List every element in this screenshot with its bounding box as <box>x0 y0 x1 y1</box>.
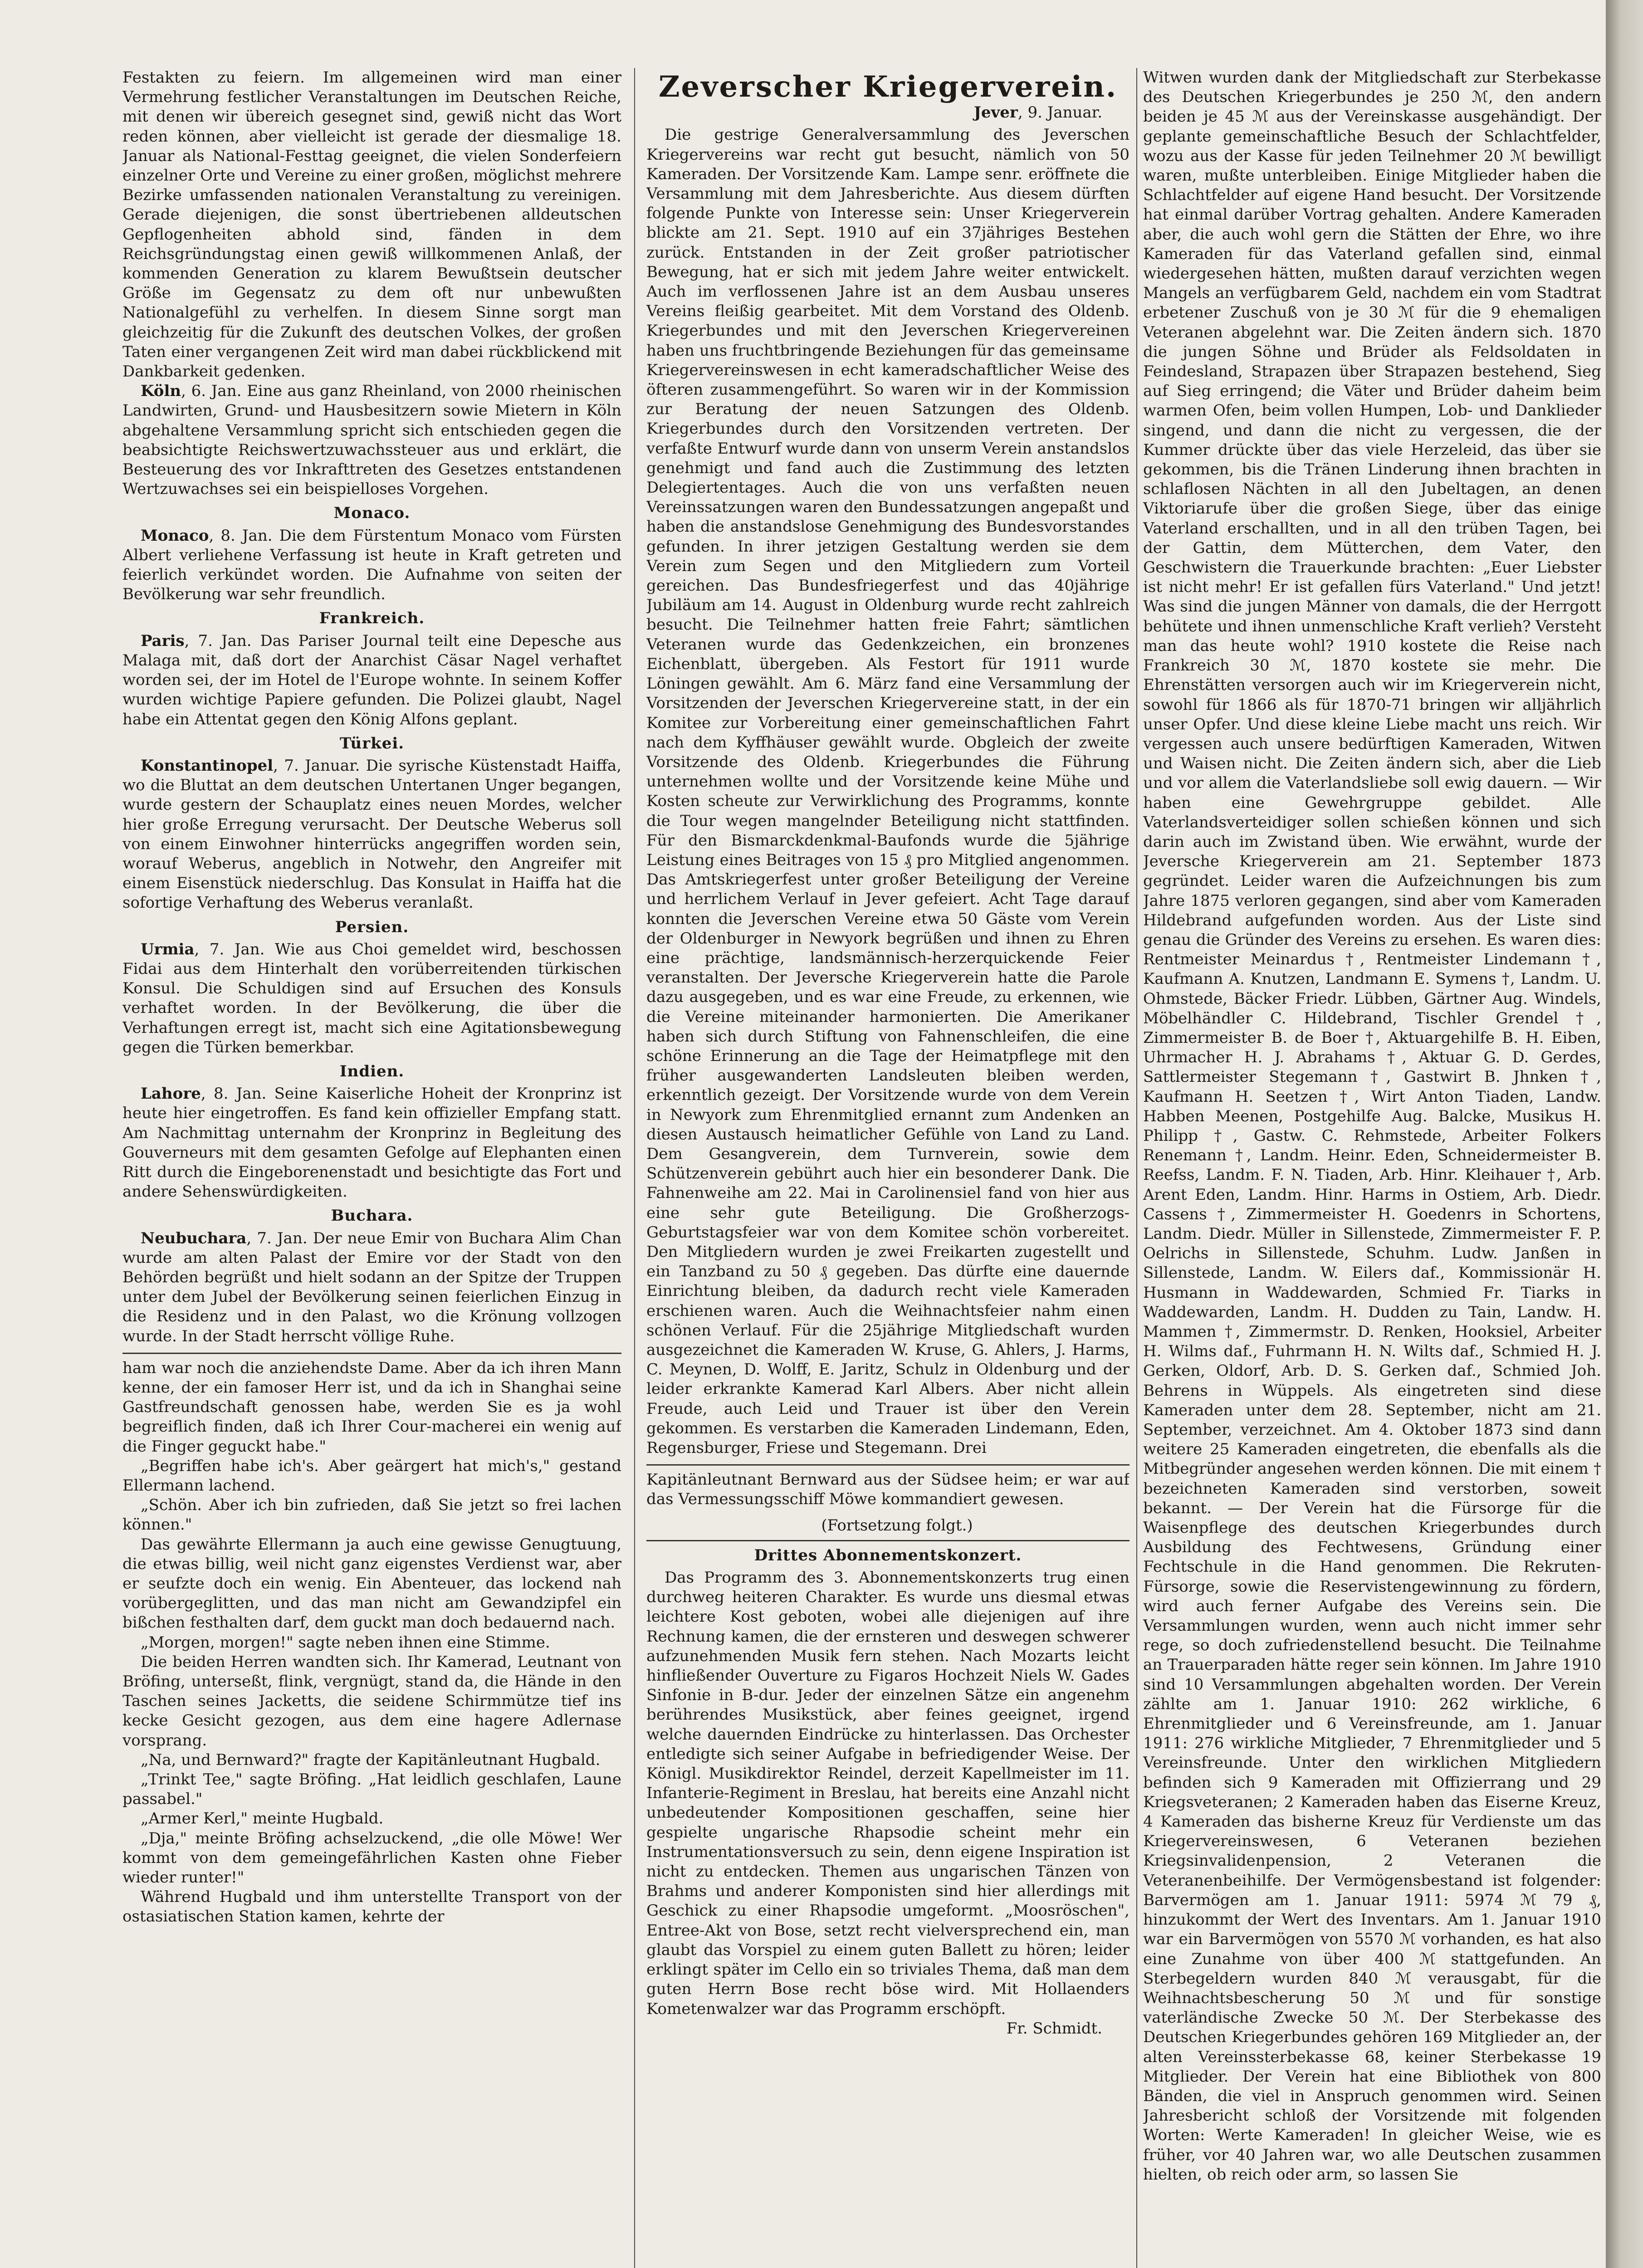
paris-place: Paris <box>141 631 185 650</box>
monaco-place: Monaco <box>141 526 209 545</box>
feuilleton-divider <box>122 1353 621 1354</box>
urmia-place: Urmia <box>141 940 195 958</box>
lahore-text: , 8. Jan. Seine Kaiserliche Hoheit der Kronprinz ist heute hier eingetroffen. Es fand kein offizieller Empfang statt. Am Nachmittag unternahm der Kronprinz in Begleitung des Gouverneurs mit dem gesamten Gefolge auf Elephanten einen Ritt durch die Eingeborenenstadt und besichtigte das Fort und andere Sehenswürdigkeiten. <box>122 1085 621 1201</box>
concert-heading: Drittes Abonnementskonzert. <box>754 1546 1022 1564</box>
feuilleton-paragraph: „Begriffen habe ich's. Aber geärgert hat mich's," gestand Ellermann lachend. <box>122 1457 621 1495</box>
feuilleton-paragraph: Das gewährte Ellermann ja auch eine gewisse Genugtuung, die etwas billig, weil nicht ganz eigenstes Verdienst war, aber er seufzte doch ein wenig. Ein Abenteuer, das lockend nah vorübergeglitten, und das man nicht am Gewandzipfel ein bißchen festhalten darf, dem guckt man doch bedauernd nach. <box>122 1535 621 1632</box>
buchara-heading: Buchara. <box>331 1207 413 1225</box>
neubuchara-report <box>122 1229 621 1346</box>
paris-text: , 7. Jan. Das Pariser Journal teilt eine Depesche aus Malaga mit, daß dort der Anarchist Cäsar Nagel verhaftet worden sei, der im Hotel de l'Europe wohnte. In seinem Koffer wurden wichtige Papiere gefunden. Die Polizei glaubt, Nagel habe ein Attentat gegen den König Alfons geplant. <box>122 631 621 728</box>
neubuchara-text: , 7. Jan. Der neue Emir von Buchara Alim Chan wurde am alten Palast der Emire vor der Stadt von den Behörden begrüßt und hielt sodann an der Spitze der Truppen unter dem Jubel der Bevölkerung seinen feierlichen Einzug in die Residenz und in den Palast, wo die Krönung vollzogen wurde. In der Stadt herrscht völlige Ruhe. <box>122 1229 621 1345</box>
monaco-report <box>122 526 621 605</box>
feuilleton-divider-middle <box>646 1464 1130 1466</box>
concert-review: Das Programm des 3. Abonnementskonzerts trug einen durchweg heiteren Charakter. Es wurde uns diesmal etwas leichtere Kost geboten, wobei alle diejenigen auf ihre Rechnung kamen, die der ernsteren und deswegen schwerer aufzunehmenden Musik fern stehen. Nach Mozarts leicht hinfließender Ouverture zu Figaros Hochzeit Niels W. Gades Sinfonie in B-dur. Jeder der einzelnen Sätze ein angenehm berührendes Musikstück, aber feines geeignet, irgend welche dauernden Eindrücke zu hinterlassen. Das Orchester entledigte sich seiner Aufgabe in befriedigender Weise. Der Königl. Musikdirektor Reindel, derzeit Kapellmeister im 11. Infanterie-Regiment in Breslau, hat bereits eine Anzahl nicht unbedeutender Kompositionen geschaffen, seine hier gespielte ungarische Rhapsodie scheint mehr ein Instrumentationsversuch zu sein, denn eigene Inspiration ist nicht zu entdecken. Themen aus ungarischen Tänzen von Brahms und anderer Komponisten sind hier allerdings mit Geschick zu einer Rhapsodie umgeformt. „Moosröschen", Entree-Akt von Bose, setzt recht vielversprechend ein, man glaubt das Vorspiel zu einem guten Ballett zu hören; leider erklingt später im Cello ein so triviales Thema, daß man dem guten Herrn Bose recht böse wird. Mit Hollaenders Kometenwalzer war das Programm erschöpft. <box>646 1569 1130 2018</box>
monaco-heading: Monaco. <box>333 504 411 523</box>
feuilleton-paragraph: „Dja," meinte Bröfing achselzuckend, „die olle Möwe! Wer kommt von dem gemeingefährlichen Kasten ohne Fieber wieder runter!" <box>122 1829 621 1887</box>
column-middle <box>646 68 1130 2268</box>
column-rule-left <box>634 68 635 2268</box>
kriegerverein-report-continued: Witwen wurden dank der Mitgliedschaft zur Sterbekasse des Deutschen Kriegerbundes je 250 ℳ, den andern beiden je 45 ℳ aus der Vereinskasse ausgehändigt. Der geplante gemeinschaftliche Besuch der Schlachtfelder, wozu aus der Kasse für jeden Teilnehmer 20 ℳ bewilligt waren, mußte unterbleiben. Einige Mitglieder haben die Schlachtfelder auf eigene Hand besucht. Der Vorsitzende hat einmal darüber Vortrag gehalten. Andere Kameraden aber, die auch wohl gern die Stätten der Ehre, wo ihre Kameraden für das Vaterland gefallen sind, einmal wiedergesehen hätten, mußten darauf verzichten wegen Mangels an verfügbarem Geld, nachdem ein vom Stadtrat erbetener Zuschuß von je 30 ℳ für die 9 ehemaligen Veteranen abgelehnt war. Die Zeiten ändern sich. 1870 die jungen Söhne und Brüder als Feldsoldaten in Feindesland, Strapazen über Strapazen bestehend, Sieg auf Sieg erringend; die Väter und Brüder daheim beim warmen Ofen, beim vollen Humpen, Lob- und Danklieder singend, und dann die nicht zu vergessen, die der Kummer drückte über das viele Herzeleid, das über sie gekommen, bis die Tränen Linderung ihnen brachten in schlaflosen Nächten in all den Jubeltagen, an denen Viktoriarufe über die großen Siege, über das einige Vaterland erschallten, und in all den trüben Tagen, bei der Gattin, dem Mütterchen, dem Vater, den Geschwistern die Trauerkunde brachten: „Euer Liebster ist nicht mehr! Er ist gefallen fürs Vaterland." Und jetzt! Was sind die jungen Männer von damals, die der Herrgott behütete und ihnen unmenschliche Kraft verlieh? Versteht man das heute wohl? 1910 kostete die Reise nach Frankreich 30 ℳ, 1870 kostete sie mehr. Die Ehrenstätten versorgen auch wir im Kriegerverein nicht, sowohl für 1866 als für 1870-71 bringen wir alljährlich unser Opfer. Und diese kleine Liebe macht uns reich. Wir vergessen auch unsere bedürftigen Kameraden, Witwen und Waisen nicht. Die Zeiten ändern sich, aber die Lieb und vor allem die Vaterlandsliebe soll ewig dauern. — Wir haben eine Gewehrgruppe gebildet. Alle Vaterlandsverteidiger sollen schießen können und sich darin auch im Zwistand üben. Wie erwähnt, wurde der Jeversche Kriegerverein am 21. September 1873 gegründet. Leider waren die Aufzeichnungen bis zum Jahre 1875 verloren gegangen, sind aber vom Kameraden Hildebrand aufgefunden worden. Aus der Liste sind genau die Gründer des Vereins zu ersehen. Es waren dies: Rentmeister Meinardus †, Rentmeister Lindemann †, Kaufmann A. Knutzen, Landmann E. Symens †, Landm. U. Ohmstede, Bäcker Friedr. Lübben, Gärtner Aug. Windels, Möbelhändler C. Hildebrand, Tischler Grendel †, Zimmermeister B. de Boer †, Aktuargehilfe B. H. Eiben, Uhrmacher H. J. Abrahams †, Aktuar G. D. Gerdes, Sattlermeister Stegemann †, Gastwirt B. Jhnken †, Kaufmann H. Seetzen †, Wirt Anton Tiaden, Landw. Habben Meenen, Postgehilfe Aug. Balcke, Musikus H. Philipp †, Gastw. C. Rehmstede, Arbeiter Folkers Renemann †, Landm. Heinr. Eden, Schneidermeister B. Reefss, Landm. F. N. Tiaden, Arb. Hinr. Kleihauer †, Arb. Arent Eden, Landm. Hinr. Harms in Ostiem, Arb. Diedr. Cassens †, Zimmermeister H. Goedenrs in Schortens, Landm. Diedr. Müller in Sillenstede, Zimmermeister F. P. Oelrichs in Sillenstede, Schuhm. Ludw. Janßen in Sillenstede, Landm. W. Eilers daf., Kommissionär H. Husmann in Waddewarden, Schmied Fr. Tiarks in Waddewarden, Landm. H. Dudden zu Tain, Landw. H. Mammen †, Zimmermstr. D. Renken, Hooksiel, Arbeiter H. Wilms daf., Fuhrmann H. N. Wilts daf., Schmied H. J. Gerken, Oldorf, Arb. D. S. Gerken daf., Schmied Joh. Behrens in Wüppels. Als eingetreten sind diese Kameraden unter dem 28. September, nicht am 21. September, verzeichnet. Am 4. Oktober 1873 sind dann weitere 25 Kameraden eingetreten, die ebenfalls als die Mitbegründer angesehen werden können. Die mit einem † bezeichneten Kameraden sind verstorben, soweit bekannt. — Der Verein hat die Fürsorge für die Waisenpflege des deutschen Kriegerbundes durch Ausbildung des Fechtwesens, Gründung einer Fechtschule in die Hand genommen. Die Rekruten-Fürsorge, sowie die Reservistengewinnung zu fördern, wird auch ferner Aufgabe des Vereins sein. Die Versammlungen wurden, wenn auch nicht immer sehr rege, so doch zufriedenstellend besucht. Die Teilnahme an Trauerparaden hätte reger sein können. Im Jahre 1910 sind 10 Versammlungen abgehalten worden. Der Verein zählte am 1. Januar 1910: 262 wirkliche, 6 Ehrenmitglieder und 6 Vereinsfreunde, am 1. Januar 1911: 276 wirkliche Mitglieder, 7 Ehrenmitglieder und 5 Vereinsfreunde. Unter den wirklichen Mitgliedern befinden sich 9 Kameraden mit Offizierrang und 29 Kriegsveteranen; 2 Kameraden haben das Eiserne Kreuz, 4 Kameraden das bisherne Kreuz für Verdienste um das Kriegervereinswesen, 6 Veteranen beziehen Kriegsinvalidenpension, 2 Veteranen die Veteranenbeihilfe. Der Vermögensbestand ist folgender: Barvermögen am 1. Januar 1911: 5974 ℳ 79 ₰, hinzukommt der Wert des Inventars. Am 1. Januar 1910 war ein Barvermögen von 5570 ℳ vorhanden, es hat also eine Zunahme von über 400 ℳ stattgefunden. An Sterbegeldern wurden 840 ℳ verausgabt, für die Weihnachtsbescherung 50 ℳ und für sonstige vaterländische Zwecke 50 ℳ. Der Sterbekasse des Deutschen Kriegerbundes gehören 169 Mitglieder an, der alten Vereinssterbekasse 68, keiner Sterbekasse 19 Mitglieder. Der Verein hat eine Bibliothek von 800 Bänden, die viel in Anspruch genommen wird. Seinen Jahresbericht schloß der Vorsitzende mit folgenden Worten: Werte Kameraden! In gleicher Weise, wie es früher, vor 40 Jahren war, wo alle Deutschen zusammen hielten, ob reich oder arm, so lassen Sie <box>1143 68 1601 2184</box>
indien-heading: Indien. <box>339 1062 405 1080</box>
column-right <box>1143 68 1601 2268</box>
persien-heading: Persien. <box>335 918 409 936</box>
dateline-place: Jever <box>973 103 1018 122</box>
lahore-report <box>122 1084 621 1202</box>
tuerkei-heading: Türkei. <box>339 734 405 753</box>
feuilleton-paragraph: „Na, und Bernward?" fragte der Kapitänleutnant Hugbald. <box>141 1750 601 1769</box>
konstantinopel-text: , 7. Januar. Die syrische Küstenstadt Haiffa, wo die Bluttat an dem deutschen Untertanen Unger begangen, wurde gestern der Schauplatz eines neuen Mordes, welcher hier große Erregung verursacht. Der Deutsche Weberus soll von einem Einwohner hinterrücks angegriffen worden sein, worauf Weberus, angeblich in Notwehr, den Angreifer mit einem Eisenstück niederschlug. Das Konsulat in Haiffa hat die sofortige Verhaftung des Weberus veranlaßt. <box>122 756 621 912</box>
kriegerverein-report: Die gestrige Generalversammlung des Jeverschen Kriegervereins war recht gut besucht, nämlich von 50 Kameraden. Der Vorsitzende Kam. Lampe senr. eröffnete die Versammlung mit dem Jahresberichte. Aus diesem dürften folgende Punkte von Interesse sein: Unser Kriegerverein blickte am 21. Sept. 1910 auf ein 37jähriges Bestehen zurück. Entstanden in der Zeit großer patriotischer Bewegung, hat er sich mit jedem Jahre weiter entwickelt. Auch im verflossenen Jahre ist an dem Ausbau unseres Vereins fleißig gearbeitet. Mit dem Vorstand des Oldenb. Kriegerbundes und mit den Jeverschen Kriegervereinen haben uns fruchtbringende Beziehungen für das gemeinsame Kriegervereinswesen in echt kameradschaftlicher Weise des öfteren zusammengeführt. So waren wir in der Kommission zur Beratung der neuen Satzungen des Oldenb. Kriegerbundes durch den Vorsitzenden vertreten. Der verfaßte Entwurf wurde dann von unserm Verein anstandslos genehmigt und fand auch die Zustimmung des letzten Delegiertentages. Auch die von uns verfaßten neuen Vereinssatzungen waren den Bundessatzungen angepaßt und haben die anstandslose Genehmigung des Bundesvorstandes gefunden. In ihrer jetzigen Gestaltung werden sie dem Verein zum Segen und den Mitgliedern zum Vorteil gereichen. Das Bundesfriegerfest und das 40jährige Jubiläum am 14. August in Oldenburg wurde recht zahlreich besucht. Die Teilnehmer hatten freie Fahrt; sämtlichen Veteranen wurde das Gedenkzeichen, ein bronzenes Eichenblatt, übergeben. Als Festort für 1911 wurde Löningen gewählt. Am 6. März fand eine Versammlung der Vorsitzenden der Jeverschen Kriegervereine statt, in der ein Komitee zur Vorbereitung einer gemeinschaftlichen Fahrt nach dem Kyffhäuser gewählt wurde. Obgleich der zweite Vorsitzende des Oldenb. Kriegerbundes die Führung unternehmen wollte und der Vorsitzende keine Mühe und Kosten scheute zur Verwirklichung des Programms, konnte die Tour wegen mangelnder Beteiligung nicht stattfinden. Für den Bismarckdenkmal-Baufonds wurde die 5jährige Leistung eines Beitrages von 15 ₰ pro Mitglied angenommen. Das Amtskriegerfest unter großer Beteiligung der Vereine und herrlichem Verlauf in Jever gefeiert. Acht Tage darauf konnten die Jeverschen Vereine etwa 50 Gäste vom Verein der Oldenburger in Newyork begrüßen und ihnen zu Ehren eine prächtige, landsmännisch-herzerquickende Feier veranstalten. Der Jeversche Kriegerverein hatte die Parole dazu ausgegeben, und es war eine Freude, zu erkennen, wie die Vereine miteinander harmonierten. Die Amerikaner haben sich durch Stiftung von Fahnenschleifen, die eine schöne Erinnerung an die Tage der Heimatpflege mit den früher ausgewanderten Landsleuten bleiben werden, erkenntlich gezeigt. Der Vorsitzende wurde von dem Verein in Newyork zum Ehrenmitglied ernannt zum Andenken an diesen Austausch heimatlicher Gefühle von Land zu Land. Dem Gesangverein, dem Turnverein, sowie dem Schützenverein gebührt auch hier ein besonderer Dank. Die Fahnenweihe am 22. Mai in Carolinensiel fand von hier aus eine sehr gute Beteiligung. Die Großherzogs-Geburtstagsfeier war von dem Komitee schön vorbereitet. Den Mitgliedern wurden je zwei Freikarten zugestellt und ein Tanzband zu 50 ₰ gegeben. Das dürfte eine dauernde Einrichtung bleiben, da dadurch recht viele Kameraden erschienen waren. Auch die Weihnachtsfeier nahm einen schönen Verlauf. Für die 25jährige Mitgliedschaft wurden ausgezeichnet die Kameraden W. Kruse, G. Ahlers, J. Harms, C. Meynen, D. Wolff, E. Jaritz, Schulz in Oldenburg und der leider erkrankte Kamerad Karl Albers. Aber nicht allein Freude, auch Leid und Trauer ist über den Verein gekommen. Es verstarben die Kameraden Lindemann, Eden, Regensburger, Friese und Stegemann. Drei <box>646 126 1130 1457</box>
dateline-date: , 9. Januar. <box>1017 103 1102 122</box>
monaco-text: , 8. Jan. Die dem Fürstentum Monaco vom Fürsten Albert verliehene Verfassung ist heute in Kraft getreten und feierlich verkündet worden. Die Aufnahme von seiten der Bevölkerung war sehr freundlich. <box>122 526 621 604</box>
feuilleton-paragraph: „Armer Kerl," meinte Hugbald. <box>141 1809 384 1828</box>
koeln-text: , 6. Jan. Eine aus ganz Rheinland, von 2000 rheinischen Landwirten, Grund- und Hausbesitzern sowie Mietern in Köln abgehaltene Versammlung spricht sich entschieden gegen die beabsichtigte Reichswertzuwachssteuer aus und erklärt, die Besteuerung des vor Inkrafttreten des Gesetzes entstandenen Wertzuwachses sei ein beispielloses Vorgehen. <box>122 382 621 499</box>
feuilleton-paragraph: „Trinkt Tee," sagte Bröfing. „Hat leidlich geschlafen, Laune passabel." <box>122 1770 621 1809</box>
koeln-report <box>122 381 621 499</box>
feuilleton-continuation: Kapitänleutnant Bernward aus der Südsee heim; er war auf das Vermessungsschiff Möwe kommandiert gewesen. <box>646 1471 1130 1509</box>
konstantinopel-report <box>122 756 621 913</box>
konstantinopel-place: Konstantinopel <box>141 756 274 775</box>
fortsetzung-note: (Fortsetzung folgt.) <box>821 1516 973 1535</box>
urmia-report <box>122 940 621 1057</box>
concert-signoff: Fr. Schmidt. <box>1006 2019 1102 2038</box>
national-holiday-paragraph: Festakten zu feiern. Im allgemeinen wird man einer Vermehrung festlicher Veranstaltungen im Deutschen Reiche, mit denen wir übereich gesegnet sind, gewiß nicht das Wort reden können, aber vielleicht ist gerade der diesmalige 18. Januar als National-Festtag geeignet, die vielen Sonderfeiern einzelner Orte und Vereine zu einer großen, möglichst mehrere Bezirke umfassenden nationalen Veranstaltung zu vereinigen. Gerade diejenigen, die sonst übertriebenen alldeutschen Gepflogenheiten abhold sind, fänden in dem Reichsgründungstag einen gewiß willkommenen Anlaß, der kommenden Generation zu klarem Bewußtsein deutscher Größe im Gegensatz zu dem oft nur unbewußten Nationalgefühl zu verhelfen. In diesem Sinne sorgt man gleichzeitig für die Zukunft des deutschen Volkes, der großen Taten einer vergangenen Zeit wird man dabei rückblickend mit Dankbarkeit gedenken. <box>122 68 621 381</box>
urmia-text: , 7. Jan. Wie aus Choi gemeldet wird, beschossen Fidai aus dem Hinterhalt den vorüberreitenden türkischen Konsul. Die Schuldigen sind auf Ersuchen des Konsuls verhaftet worden. In der Bevölkerung, die über die Verhaftungen erregt ist, macht sich eine Agitationsbewegung gegen die Türken bemerkbar. <box>122 940 621 1056</box>
lahore-place: Lahore <box>141 1085 201 1103</box>
column-rule-right <box>1136 68 1137 2268</box>
paris-report <box>122 631 621 729</box>
column-left <box>122 68 621 2268</box>
article-dateline <box>646 103 1130 122</box>
article-title: Zeverscher Kriegerverein. <box>658 70 1118 104</box>
feuilleton-paragraph: Die beiden Herren wandten sich. Ihr Kamerad, Leutnant von Bröfing, unterseßt, flink, vergnügt, stand da, die Hände in den Taschen seines Jacketts, die seidene Schirmmütze tief ins kecke Gesicht gezogen, aus dem eine hagere Adlernase vorsprang. <box>122 1652 621 1750</box>
neubuchara-place: Neubuchara <box>141 1229 247 1247</box>
feuilleton-paragraph: „Morgen, morgen!" sagte neben ihnen eine Stimme. <box>141 1633 550 1652</box>
feuilleton-paragraph: Während Hugbald und ihm unterstellte Transport von der ostasiatischen Station kamen, kehrte der <box>122 1888 621 1926</box>
feuilleton-paragraph: ham war noch die anziehendste Dame. Aber da ich ihren Mann kenne, der ein famoser Herr ist, und da ich in Shanghai seine Gastfreundschaft genossen habe, werden Sie es ja wohl begreiflich finden, daß ich Ihrer Cour-macherei ein wenig auf die Finger geguckt habe." <box>122 1359 621 1456</box>
koeln-place: Köln <box>141 382 181 401</box>
concert-divider <box>646 1540 1130 1541</box>
frankreich-heading: Frankreich. <box>319 609 425 628</box>
page-edge <box>1606 0 1643 2268</box>
feuilleton-paragraph: „Schön. Aber ich bin zufrieden, daß Sie jetzt so frei lachen können." <box>122 1496 621 1534</box>
